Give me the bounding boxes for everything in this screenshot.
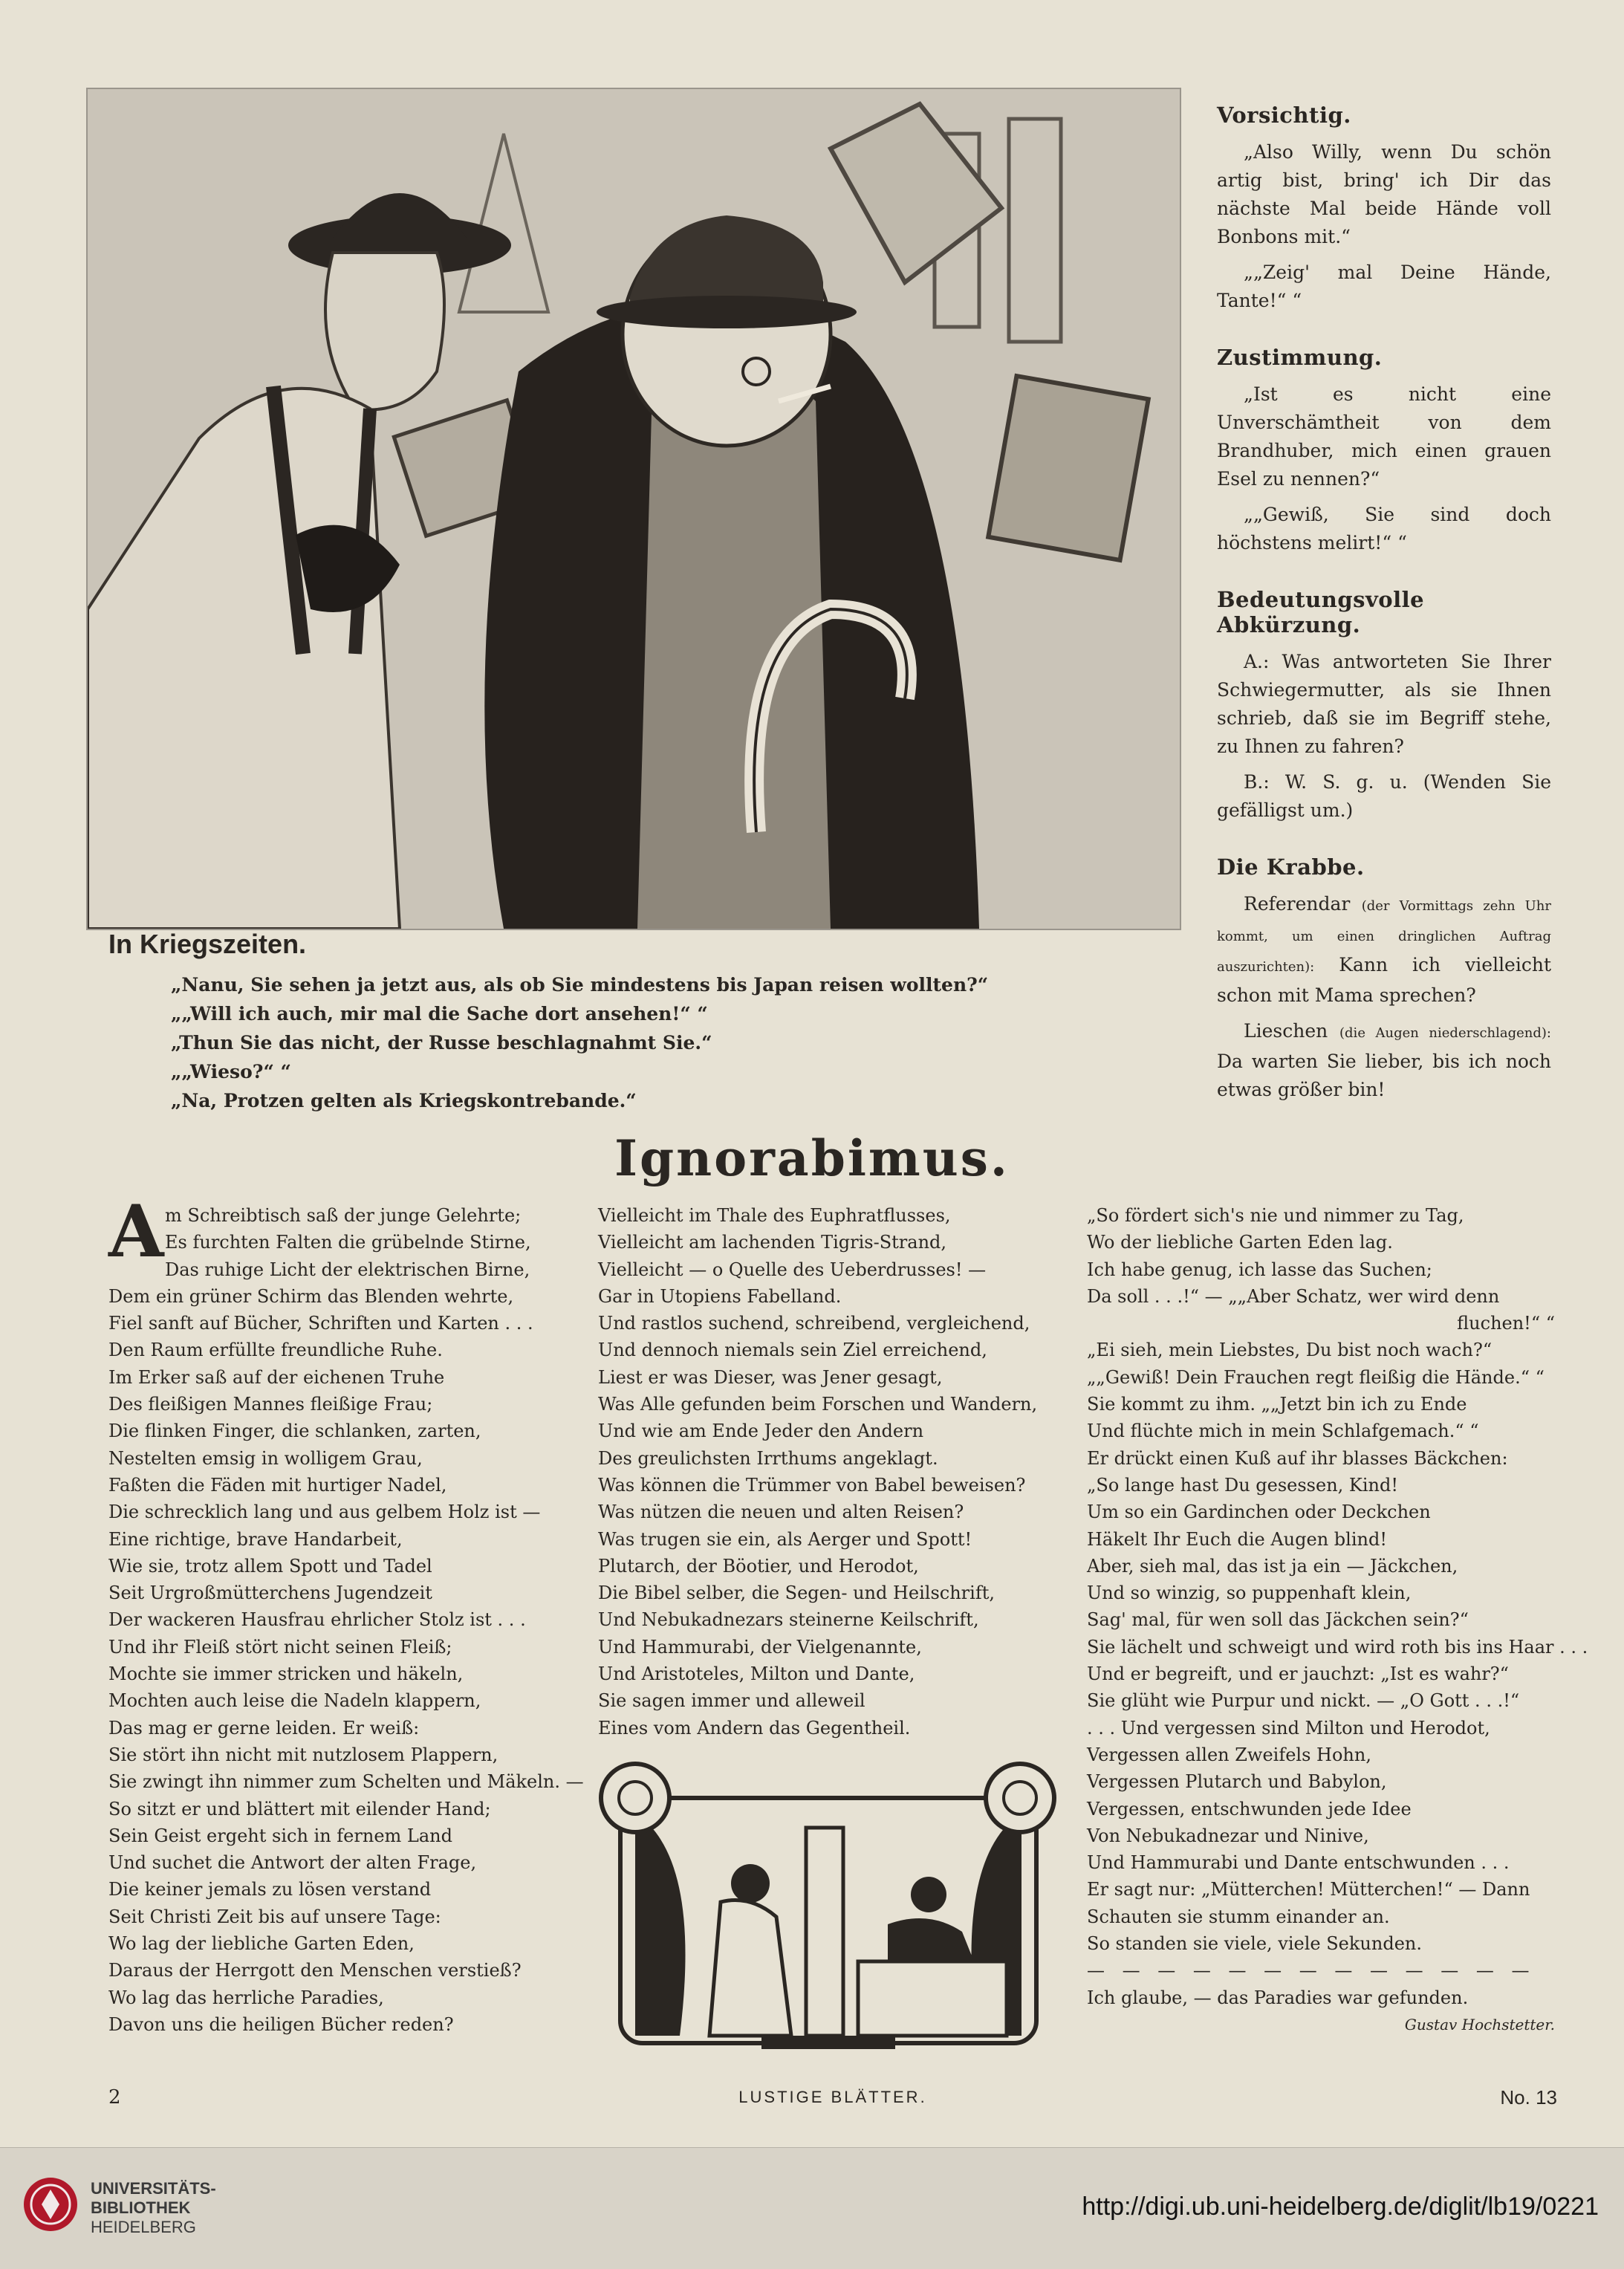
poem-vignette xyxy=(591,1753,1065,2058)
caption-title: In Kriegszeiten. xyxy=(108,929,307,959)
poem-line: Er sagt nur: „Mütterchen! Mütterchen!“ — Dann xyxy=(1087,1879,1530,1900)
poem-line: Mochte sie immer stricken und häkeln, xyxy=(108,1663,464,1685)
stage-note: (der Vormittags zehn Uhr kommt, um einen dringlichen Auftrag auszurichten): xyxy=(1217,898,1551,975)
poem-line: Das ruhige Licht der elektrischen Birne, xyxy=(165,1259,530,1280)
poem-line: Und wie am Ende Jeder den Andern xyxy=(598,1421,924,1442)
joke-paragraph: A.: Was antworteten Sie Ihrer Schwiegermutter, als sie Ihnen schrieb, daß sie im Begriff stehe, zu Ihnen zu fahren? xyxy=(1217,651,1551,757)
poem-line: Und rastlos suchend, schreibend, vergleichend, xyxy=(598,1313,1030,1334)
poem-line: Gar in Utopiens Fabelland. xyxy=(598,1285,842,1307)
poem-line: Und dennoch niemals sein Ziel erreichend, xyxy=(598,1340,987,1361)
poem-line: „Ei sieh, mein Liebstes, Du bist noch wach?“ xyxy=(1087,1340,1493,1361)
poem-line: So sitzt er und blättert mit eilender Hand; xyxy=(108,1798,491,1820)
poem-line: Vielleicht im Thale des Euphratflusses, xyxy=(598,1205,951,1226)
kriegszeiten-caption xyxy=(108,929,1193,1117)
poem-line: Und Hammurabi und Dante entschwunden . . . xyxy=(1087,1852,1510,1874)
library-banner xyxy=(0,2147,1624,2269)
poem-line: Er drückt einen Kuß auf ihr blasses Bäckchen: xyxy=(1087,1447,1508,1469)
poem-line: Die schrecklich lang und aus gelbem Holz ist — xyxy=(108,1502,541,1523)
poem-line: Sie sagen immer und alleweil xyxy=(598,1690,865,1712)
poem-line: Nestelten emsig in wolligem Grau, xyxy=(108,1447,423,1469)
poem-line: Sag' mal, für wen soll das Jäckchen sein?“ xyxy=(1087,1609,1469,1631)
poem-line: Der wackeren Hausfrau ehrlicher Stolz ist . . . xyxy=(108,1609,526,1631)
poem-column-2 xyxy=(598,1202,1066,1741)
poem-line: Sie zwingt ihn nimmer zum Schelten und Mäkeln. — xyxy=(108,1771,584,1793)
poem-column-3 xyxy=(1087,1202,1588,2038)
caption-line: „„Wieso?“ “ xyxy=(171,1061,291,1082)
poem-line: Sie stört ihn nicht mit nutzlosem Plappern, xyxy=(108,1744,498,1765)
poem-line: So standen sie viele, viele Sekunden. xyxy=(1087,1933,1422,1955)
poem-column-1 xyxy=(108,1189,584,2038)
joke-paragraph: „„Zeig' mal Deine Hände, Tante!“ “ xyxy=(1217,262,1551,311)
poem-line: Liest er was Dieser, was Jener gesagt, xyxy=(598,1366,943,1388)
poem-line: m Schreibtisch saß der junge Gelehrte; xyxy=(165,1205,522,1226)
institution-line: UNIVERSITÄTS- xyxy=(91,2179,216,2198)
cartoon-drawing xyxy=(88,89,1180,929)
cartoon-illustration xyxy=(86,88,1181,930)
poem-line: Vergessen allen Zweifels Hohn, xyxy=(1087,1744,1371,1765)
stage-note: (die Augen niederschlagend): xyxy=(1339,1025,1551,1041)
poem-line: Und ihr Fleiß stört nicht seinen Fleiß; xyxy=(108,1636,452,1658)
poem-line: Was können die Trümmer von Babel beweisen? xyxy=(598,1474,1026,1496)
poem-line: Sie glüht wie Purpur und nickt. — „O Gott . . .!“ xyxy=(1087,1690,1520,1712)
poem-title: Ignorabimus. xyxy=(614,1129,1010,1187)
poem-line: Seit Urgroßmütterchens Jugendzeit xyxy=(108,1583,432,1604)
poem-line: Vergessen, entschwunden jede Idee xyxy=(1087,1798,1412,1820)
poem-line: „„Gewiß! Dein Frauchen regt fleißig die Hände.“ “ xyxy=(1087,1366,1545,1388)
poem-line: Was nützen die neuen und alten Reisen? xyxy=(598,1502,964,1523)
poem-line: Ich habe genug, ich lasse das Suchen; xyxy=(1087,1259,1432,1280)
joke-zustimmung xyxy=(1217,345,1551,557)
poem-line: Des fleißigen Mannes fleißige Frau; xyxy=(108,1394,433,1415)
caption-line: „„Will ich auch, mir mal die Sache dort ansehen!“ “ xyxy=(171,1003,708,1025)
poem-line: Dem ein grüner Schirm das Blenden wehrte, xyxy=(108,1285,514,1307)
drop-cap: A xyxy=(108,1189,164,1273)
poem-line: Die flinken Finger, die schlanken, zarten, xyxy=(108,1421,481,1442)
joke-title: Bedeutungsvolle Abkürzung. xyxy=(1217,587,1425,637)
poem-line: Schauten sie stumm einander an. xyxy=(1087,1906,1390,1927)
poem-line: Fiel sanft auf Bücher, Schriften und Karten . . . xyxy=(108,1313,533,1334)
poem-line: Des greulichsten Irrthums angeklagt. xyxy=(598,1447,938,1469)
poem-line: Eines vom Andern das Gegentheil. xyxy=(598,1717,911,1739)
joke-paragraph: „„Gewiß, Sie sind doch höchstens melirt!“ “ xyxy=(1217,504,1551,554)
poem-line: Und er begreift, und er jauchzt: „Ist es wahr?“ xyxy=(1087,1663,1509,1685)
institution-line: BIBLIOTHEK xyxy=(91,2198,191,2217)
poem-author: Gustav Hochstetter. xyxy=(1404,2015,1555,2033)
institution-name[interactable] xyxy=(91,2179,216,2237)
poem-line: Den Raum erfüllte freundliche Ruhe. xyxy=(108,1340,443,1361)
poem-line: Sie kommt zu ihm. „„Jetzt bin ich zu Ende xyxy=(1087,1394,1467,1415)
poem-line: Da soll . . .!“ — „„Aber Schatz, wer wird denn xyxy=(1087,1285,1500,1307)
speech: Da warten Sie lieber, bis ich noch etwas größer bin! xyxy=(1217,1051,1551,1100)
joke-title: Die Krabbe. xyxy=(1217,854,1365,880)
poem-line: Faßten die Fäden mit hurtiger Nadel, xyxy=(108,1474,447,1496)
poem-line: Was Alle gefunden beim Forschen und Wandern, xyxy=(598,1394,1038,1415)
poem-line: Und flüchte mich in mein Schlafgemach.“ “ xyxy=(1087,1421,1479,1442)
speaker: Lieschen xyxy=(1244,1020,1328,1042)
poem-line: Und Hammurabi, der Vielgenannte, xyxy=(598,1636,922,1658)
poem-line: „So lange hast Du gesessen, Kind! xyxy=(1087,1474,1398,1496)
poem-line: „So fördert sich's nie und nimmer zu Tag, xyxy=(1087,1205,1464,1226)
poem-line: Seit Christi Zeit bis auf unsere Tage: xyxy=(108,1906,441,1927)
jokes-column xyxy=(1217,103,1551,1134)
poem-line: Vergessen Plutarch und Babylon, xyxy=(1087,1771,1387,1793)
poem-line: Eine richtige, brave Handarbeit, xyxy=(108,1528,403,1550)
poem-line: — — — — — — — — — — — — — xyxy=(1087,1960,1536,1981)
poem-line: Wo lag der liebliche Garten Eden, xyxy=(108,1933,415,1955)
permalink-url[interactable]: http://digi.ub.uni-heidelberg.de/diglit/lb19/0221 xyxy=(1082,2192,1599,2221)
poem-line: fluchen!“ “ xyxy=(1457,1313,1555,1334)
poem-line: Wo lag das herrliche Paradies, xyxy=(108,1987,384,2008)
poem-line: Daraus der Herrgott den Menschen verstieß? xyxy=(108,1960,522,1981)
joke-title: Vorsichtig. xyxy=(1217,103,1351,128)
poem-line: Vielleicht — o Quelle des Ueberdrusses! — xyxy=(598,1259,987,1280)
poem-line: Und so winzig, so puppenhaft klein, xyxy=(1087,1583,1412,1604)
speech: Kann ich vielleicht schon mit Mama sprechen? xyxy=(1217,954,1552,1006)
speaker: Referendar xyxy=(1244,893,1351,915)
issue-number: No. 13 xyxy=(1500,2086,1557,2109)
poem-line: Sie lächelt und schweigt und wird roth bis ins Haar . . . xyxy=(1087,1636,1588,1658)
poem-line: Ich glaube, — das Paradies war gefunden. xyxy=(1087,1987,1469,2008)
joke-abkuerzung xyxy=(1217,587,1551,825)
poem-line: Von Nebukadnezar und Ninive, xyxy=(1087,1825,1369,1846)
magazine-name: LUSTIGE BLÄTTER. xyxy=(738,2088,927,2106)
poem-line: Die Bibel selber, die Segen- und Heilschrift, xyxy=(598,1583,995,1604)
institution-line: HEIDELBERG xyxy=(91,2218,196,2236)
poem-line: Und Nebukadnezars steinerne Keilschrift, xyxy=(598,1609,979,1631)
joke-paragraph: „Ist es nicht eine Unverschämtheit von dem Brandhuber, mich einen grauen Esel zu nennen?“ xyxy=(1217,383,1551,490)
poem-line: Aber, sieh mal, das ist ja ein — Jäckchen, xyxy=(1087,1555,1458,1577)
joke-vorsichtig xyxy=(1217,103,1551,315)
poem-line: Das mag er gerne leiden. Er weiß: xyxy=(108,1717,420,1739)
poem-line: Wie sie, trotz allem Spott und Tadel xyxy=(108,1555,432,1577)
poem-line: Um so ein Gardinchen oder Deckchen xyxy=(1087,1502,1431,1523)
poem-line: Es furchten Falten die grübelnde Stirne, xyxy=(165,1232,531,1253)
caption-line: „Thun Sie das nicht, der Russe beschlagnahmt Sie.“ xyxy=(171,1032,712,1054)
joke-paragraph xyxy=(1217,890,1551,1010)
caption-line: „Na, Protzen gelten als Kriegskontrebande.“ xyxy=(171,1090,637,1111)
poem-line: Die keiner jemals zu lösen verstand xyxy=(108,1879,432,1900)
university-seal-icon[interactable] xyxy=(21,2175,80,2234)
poem-line: Sein Geist ergeht sich in fernem Land xyxy=(108,1825,452,1846)
poem-line: Häkelt Ihr Euch die Augen blind! xyxy=(1087,1528,1387,1550)
poem-line: Vielleicht am lachenden Tigris-Strand, xyxy=(598,1232,947,1253)
poem-line: Was trugen sie ein, als Aerger und Spott! xyxy=(598,1528,972,1550)
poem-line: Plutarch, der Böotier, und Herodot, xyxy=(598,1555,919,1577)
joke-title: Zustimmung. xyxy=(1217,345,1383,370)
vignette-drawing xyxy=(591,1753,1065,2058)
poem-line: Und Aristoteles, Milton und Dante, xyxy=(598,1663,915,1685)
poem-line: Davon uns die heiligen Bücher reden? xyxy=(108,2013,454,2035)
joke-krabbe xyxy=(1217,854,1551,1104)
poem-line: . . . Und vergessen sind Milton und Herodot, xyxy=(1087,1717,1490,1739)
poem-line: Wo der liebliche Garten Eden lag. xyxy=(1087,1232,1393,1253)
page-number: 2 xyxy=(108,2086,121,2109)
joke-paragraph: „Also Willy, wenn Du schön artig bist, bring' ich Dir das nächste Mal beide Hände voll Bonbons mit.“ xyxy=(1217,141,1551,247)
poem-line: Im Erker saß auf der eichenen Truhe xyxy=(108,1366,445,1388)
joke-paragraph xyxy=(1217,1017,1551,1104)
caption-line: „Nanu, Sie sehen ja jetzt aus, als ob Sie mindestens bis Japan reisen wollten?“ xyxy=(171,974,989,996)
joke-paragraph: B.: W. S. g. u. (Wenden Sie gefälligst um.) xyxy=(1217,771,1551,821)
poem-line: Mochten auch leise die Nadeln klappern, xyxy=(108,1690,481,1712)
poem-line: Und suchet die Antwort der alten Frage, xyxy=(108,1852,477,1874)
